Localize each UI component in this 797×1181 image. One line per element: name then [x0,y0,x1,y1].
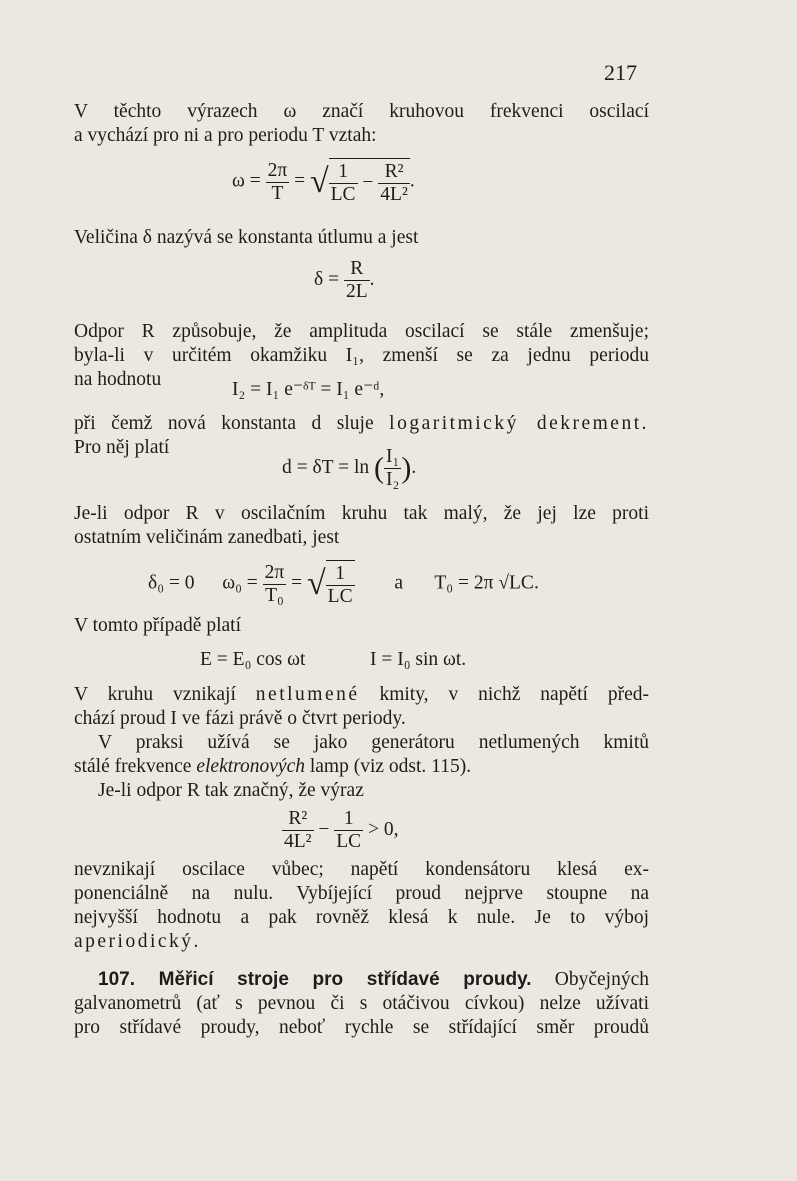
undamped-formula: δ₀ = 0 ω₀ = $\frac{2\pi}{\text{T₀}}$ = √ $\frac{1}{LC}$ a T₀ = 2π √LC. [148,561,539,607]
text-line: pro střídavé proudy, neboť rychle se střídající směr proudů [74,1017,649,1038]
eq-part: 1 [329,161,358,184]
text-line [74,755,649,779]
eq-part: 1 [334,808,363,831]
text-line: nevznikají oscilace vůbec; napětí kondensátoru klesá ex- [74,859,649,880]
text-line [74,412,649,436]
eq-part: > 0, [368,818,399,840]
section-heading: 107. Měřicí stroje pro střídavé proudy. [98,969,532,990]
italic-term: elektronových [196,756,305,777]
eq-part: R [344,258,370,281]
text-line [74,683,649,707]
eq-part: T₀ = 2π √LC. [434,572,539,594]
text-line: Je-li odpor R tak značný, že výraz [98,780,364,801]
spaced-term: logaritmický dekrement. [389,413,650,434]
text-line: nejvyšší hodnotu a pak rovněž klesá k nule. Je to výboj [74,907,649,928]
text-span: V kruhu vznikají [74,684,236,705]
text-line: Odpor R způsobuje, že amplituda oscilací se stále zmenšuje; [74,321,649,342]
text-line: a vychází pro ni a pro periodu T vztah: [74,125,377,146]
inequality-formula: $\frac{\text{R²}}{\text{4L²}}$ − $\frac{1}{LC}$ > 0, [284,808,399,852]
fraction [334,808,363,853]
eq-part: ω = [232,170,266,192]
eq-part: LC [330,184,356,205]
eq-part: I₁ [386,446,400,467]
text-span: při čemž nová konstanta d sluje [74,413,374,434]
I-formula: I = I₀ sin ωt. [370,649,467,670]
text-line: V praksi užívá se jako generátoru netlumených kmitů [98,732,649,753]
eq-part: 1 [326,563,355,586]
text-span: stálé frekvence [74,756,192,777]
text-line: na hodnotu [74,369,162,390]
sqrt: √ $\frac{1}{LC}$ [307,560,355,608]
eq-part: T₀ [265,584,284,606]
text-line: chází proud I ve fázi právě o čtvrt periody. [74,708,406,729]
fraction [384,446,401,491]
E-formula: E = E₀ cos ωt [200,649,306,670]
fraction [282,808,314,853]
eq-part: 4L² [284,831,312,852]
text-line: ostatním veličinám zanedbati, jest [74,527,340,548]
delta-formula: δ = $\frac{R}{2L}$ . [314,258,375,302]
eq-part: I₂ [386,469,400,490]
text-line: byla-li v určitém okamžiku I₁, zmenší se za jednu periodu [74,345,649,366]
section-heading-line [98,968,649,992]
text-line: V těchto výrazech ω značí kruhovou frekvenci oscilací [74,101,649,122]
page-number: 217 [604,60,637,85]
sqrt: √ $\frac{1}{LC}$ − $\frac{\text{R²}}{\text{4L²}}$ [310,158,410,206]
eq-part: a [394,572,403,594]
eq-part: 2L [345,281,368,302]
eq-part: d = δT = ln [282,456,370,478]
text-line: galvanometrů (ať s pevnou či s otáčivou cívkou) nelze užívati [74,993,649,1014]
eq-part: LC [336,831,362,852]
fraction [329,161,358,206]
fraction [378,161,410,206]
eq-part: ω₀ = [222,572,263,594]
decay-formula: I₂ = I₁ e⁻ᵟᵀ = I₁ e⁻ᵈ, [232,379,385,400]
text-line: Veličina δ nazývá se konstanta útlumu a jest [74,227,419,248]
text-span: lamp (viz odst. 115). [309,756,472,777]
text-line: Je-li odpor R v oscilačním kruhu tak malý, že jej lze proti [74,503,649,524]
fraction [263,562,287,607]
eq-part: R² [378,161,410,184]
eq-part: δ₀ = 0 [148,572,195,594]
text-line: V tomto případě platí [74,615,241,636]
fraction [344,258,370,303]
eq-part: R² [282,808,314,831]
fraction [266,160,290,205]
eq-part: LC [327,586,353,607]
fraction [326,563,355,608]
spaced-term: netlumené [255,684,360,705]
text-span: kmity, v nichž napětí před- [379,684,649,705]
text-line: Pro něj platí [74,437,170,458]
decrement-formula: d = δT = ln ( $\frac{\text{I₁}}{\text{I₂}}$ ). [282,446,417,490]
text-line: ponenciálně na nulu. Vybíjející proud nejprve stoupne na [74,883,649,904]
omega-formula: ω = $\frac{2\pi}{T}$ = √ $\frac{1}{LC}$ − $\frac{\text{R²}}{\text{4L²}}$ . [232,159,415,205]
eq-part: 2π [264,561,285,583]
eq-part: T [271,182,284,204]
eq-part: 4L² [380,184,408,205]
eq-part: 2π [267,159,288,181]
text-span: Obyčejných [554,969,649,990]
text-line: aperiodický. [74,931,201,952]
eq-part: δ = [314,268,344,290]
